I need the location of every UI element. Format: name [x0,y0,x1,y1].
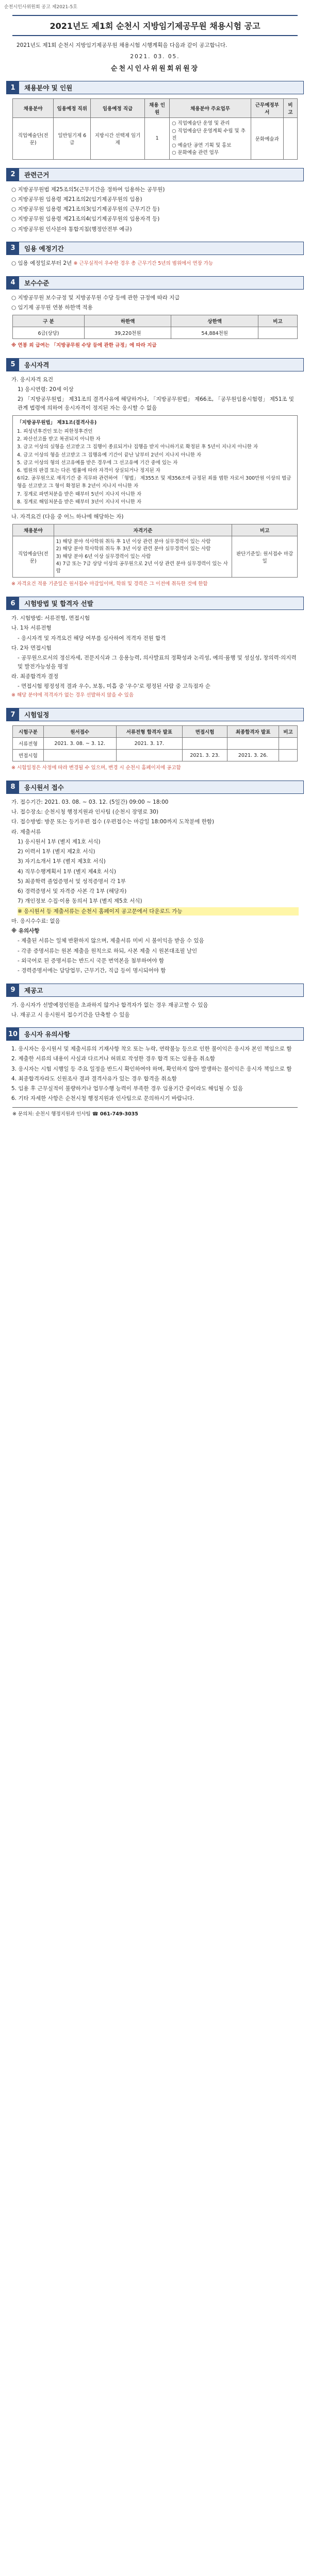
notice-number: 순천시인사위원회 공고 제2021-5호 [4,5,77,10]
notice-item: 2. 제출한 서류의 내용이 사실과 다르거나 허위로 작성한 경우 합격 또는 임용을 취소함 [11,1056,215,1062]
table-header: 최종합격자 발표 [227,726,279,738]
document-item: 5) 최종학력 졸업증명서 및 성적증명서 각 1부 [18,878,126,885]
list-item: ○ 지방공무원 임용령 제21조의4(임기제공무원의 임용자격 등) [11,216,160,223]
table-cell: 판단기준일: 원서접수 마감일 [232,536,298,578]
pay-table [12,315,298,339]
recruit-table [12,98,298,159]
qual-item: 1) 응시연령: 20세 이상 [18,386,74,393]
table-row [13,738,298,750]
table-header: 원서접수 [43,726,116,738]
period-text [11,259,299,268]
box-title: 「지방공무원법」 제31조(결격사유) [17,419,97,426]
application-item: 다. 접수방법: 방문 또는 등기우편 접수 (우편접수는 마감일 18:00까지 도착분에 한함) [11,819,215,825]
table-cell [183,738,227,750]
table-header: 채용분야 [13,99,54,118]
method-item: 가. 시험방법: 서류전형, 면접시험 [11,615,90,622]
table-row [13,536,298,578]
table-cell: ○ 직업예술단 운영 및 관리 ○ 직업예술단 운영계획 수립 및 추진 ○ 예술단 공연 기획 및 홍보 ○ 문화예술 관련 업무 [170,118,251,159]
caution-title: ※ 유의사항 [11,928,40,935]
table-cell [279,738,298,750]
table-row [13,118,298,159]
table-cell: 1 [144,118,169,159]
document-item: 3) 자기소개서 1부 (별지 제3호 서식) [18,858,106,865]
caution-item: - 외국어로 된 증명서류는 반드시 국문 번역본을 첨부하여야 함 [18,957,165,964]
document-item: 2) 이력서 1부 (별지 제2호 서식) [18,849,95,855]
table-header: 비고 [283,99,297,118]
box-line: 8. 징계로 해임처분을 받은 때부터 3년이 지나지 아니한 자 [17,499,142,505]
method-note: ※ 해당 분야에 적격자가 없는 경우 선발하지 않을 수 있음 [11,692,134,699]
schedule-table [12,725,298,761]
document-item: 4) 직무수행계획서 1부 (별지 제4호 서식) [18,868,117,875]
application-item: 가. 접수기간: 2021. 03. 08. ~ 03. 12. (5일간) 09:00 ~ 18:00 [11,799,169,805]
section-title: 시험방법 및 합격자 선발 [19,597,303,609]
application-item: 마. 응시수수료: 없음 [11,918,60,924]
qual-item: 나. 자격요건 (다음 중 어느 하나에 해당하는 자) [11,513,124,520]
document-item: 7) 개인정보 수집·이용 동의서 1부 (별지 제5호 서식) [18,898,142,905]
table-header: 자격기준 [54,524,232,536]
table-cell: 2021. 3. 17. [116,738,183,750]
notice-item: 1. 응시자는 응시원서 및 제출서류의 기재사항 착오 또는 누락, 연락불능 등으로 인한 불이익은 응시자 본인 책임으로 함 [11,1046,292,1053]
table-cell: 2021. 3. 23. [183,750,227,761]
section-title: 관련근거 [19,168,303,181]
notice-item: 6. 기타 자세한 사항은 순천시청 행정지원과 인사팀으로 문의하시기 바랍니다. [11,1095,194,1102]
table-cell: 1) 해당 분야 석사학위 취득 후 1년 이상 관련 분야 실무경력이 있는 사람 2) 해당 분야 학사학위 취득 후 3년 이상 관련 분야 실무경력이 있는 사람 3) 해당 분야 6년 이상 실무경력이 있는 사람 4) 7급 또는 7급 상당 이상의 공무원으로 2년 이상 관련 분야 실무경력이 있는 사람 [54,536,232,578]
table-header: 채용 인원 [144,99,169,118]
repost-item: 가. 응시자가 선발예정인원을 초과하지 않거나 합격자가 없는 경우 재공고할 수 있음 [11,1002,208,1008]
page-title: 2021년도 제1회 순천시 지방임기제공무원 채용시험 공고 [12,15,298,36]
box-line: 3. 금고 이상의 실형을 선고받고 그 집행이 종료되거나 집행을 받지 아니하기로 확정된 후 5년이 지나지 아니한 자 [17,444,258,450]
table-cell: 39,220천원 [84,327,171,339]
section-header-7 [6,708,304,721]
document-item: 1) 응시원서 1부 (별지 제1호 서식) [18,838,101,845]
box-line: 4. 금고 이상의 형을 선고받고 그 집행유예 기간이 끝난 날부터 2년이 지나지 아니한 자 [17,452,202,458]
section-number: 4 [7,277,19,289]
list-item: ○ 지방공무원 인사분야 통합지침(행정안전부 예규) [11,226,132,232]
table-cell [279,750,298,761]
list-item: ○ 임기제 공무원 연봉 하한액 적용 [11,304,93,311]
table-cell: 6급(상당) [13,327,85,339]
section-title: 응시자 유의사항 [19,1028,303,1040]
table-cell [227,738,279,750]
section-title: 제공고 [19,984,303,996]
table-cell: 지방시간 선택제 임기제 [91,118,145,159]
table-cell: 일반임기제 6급 [54,118,91,159]
section-number: 5 [7,359,19,371]
qual-table [12,524,298,578]
list-item: ○ 지방공무원 보수규정 및 지방공무원 수당 등에 관한 규정에 따라 지급 [11,294,180,301]
document-item: 6) 경력증명서 및 자격증 사본 각 1부 (해당자) [18,888,127,895]
section-header-3 [6,242,304,255]
table-cell: 직업예술단(전문) [13,118,54,159]
section-header-1 [6,81,304,94]
method-item: 나. 1차 서류전형 [11,625,52,632]
section-number: 7 [7,708,19,721]
table-header: 비고 [279,726,298,738]
notice-date: 2021. 03. 05. [130,54,180,60]
list-item: ○ 지방공무원 임용령 제21조의3(임기제공무원의 근무기간 등) [11,206,160,213]
section-header-9 [6,984,304,997]
table-header: 근무예정부서 [251,99,283,118]
table-header: 채용분야 [13,524,54,536]
section-number: 2 [7,168,19,181]
table-cell [116,750,183,761]
caution-item: - 제출된 서류는 일체 반환하지 않으며, 제출서류 미비 시 불이익을 받을 수 있음 [18,938,204,944]
period-note: ※ 근무실적이 우수한 경우 총 근무기간 5년의 범위에서 연장 가능 [73,260,214,266]
section-header-5 [6,358,304,371]
method-item: 다. 2차 면접시험 [11,645,52,651]
table-cell: 문화예술과 [251,118,283,159]
method-item: - 응시자격 및 자격요건 해당 여부를 심사하여 적격자 전원 합격 [18,635,166,641]
table-header: 시험구분 [13,726,44,738]
list-item: ○ 지방공무원 임용령 제21조의2(임기제공무원의 임용) [11,196,142,202]
section-title: 응시자격 [19,359,303,371]
section-number: 6 [7,597,19,609]
box-line: 6. 법원의 판결 또는 다른 법률에 따라 자격이 상실되거나 정지된 자 [17,468,160,473]
section-header-8 [6,781,304,794]
table-header: 채용분야 주요업무 [170,99,251,118]
qual-item: 2) 「지방공무원법」 제31조의 결격사유에 해당하거나, 「지방공무원법」 제66조, 「공무원임용시험령」 제51조 및 관계 법령에 의하여 응시자격이 정지된 자는 응시할 수 없음 [18,396,295,411]
notice-item: 3. 응시자는 시험 시행일 등 주요 일정을 반드시 확인하여야 하며, 확인하지 않아 발생하는 불이익은 응시자 책임으로 함 [11,1065,292,1072]
table-header: 서류전형 합격자 발표 [116,726,183,738]
table-cell: 2021. 3. 08. ~ 3. 12. [43,738,116,750]
list-item: ○ 지방공무원법 제25조의5(근무기간을 정하여 임용하는 공무원) [11,186,165,193]
box-line: 5. 금고 이상의 형의 선고유예를 받은 경우에 그 선고유예 기간 중에 있는 자 [17,460,178,466]
section-header-4 [6,276,304,290]
caution-item: - 각종 증명서류는 원본 제출을 원칙으로 하되, 사본 제출 시 원본대조필 날인 [18,947,198,954]
notice-item: 4. 최종합격자라도 신원조사 결과 결격사유가 있는 경우 합격을 취소함 [11,1075,177,1082]
table-cell [283,118,297,159]
method-item: - 공무원으로서의 정신자세, 전문지식과 그 응용능력, 의사발표의 정확성과 논리성, 예의·품행 및 성실성, 창의력·의지력 및 발전가능성을 평정 [18,655,297,670]
table-cell: 면접시험 [13,750,44,761]
table-header: 상한액 [171,315,258,327]
table-row [13,750,298,761]
repost-item: 나. 재공고 시 응시원서 접수기간을 단축할 수 있음 [11,1011,130,1018]
contact-label: ※ 문의처: 순천시 행정지원과 인사팀 [12,1111,91,1117]
table-header: 임용예정 직급 [91,99,145,118]
application-item: 나. 접수장소: 순천시청 행정지원과 인사팀 (순천시 장명로 30) [11,809,159,815]
box-line: 7. 징계로 파면처분을 받은 때부터 5년이 지나지 아니한 자 [17,491,142,497]
download-note: ※ 응시원서 등 제출서류는 순천시 홈페이지 공고문에서 다운로드 가능 [18,907,299,916]
section-number: 8 [7,781,19,793]
table-header: 비고 [258,315,297,327]
section-number: 10 [7,1028,19,1040]
disqualification-box [12,415,298,510]
table-header: 임용예정 직위 [54,99,91,118]
table-row [13,327,298,339]
section-header-2 [6,168,304,181]
section-number: 3 [7,242,19,255]
caution-item: - 경력증명서에는 담당업무, 근무기간, 직급 등이 명시되어야 함 [18,968,166,974]
contact-phone: ☎ 061-749-3035 [92,1111,138,1117]
signer: 순천시인사위원회위원장 [110,65,200,73]
section-header-10 [6,1027,304,1041]
section-header-6 [6,597,304,610]
section-title: 시험일정 [19,708,303,721]
qual-note: ※ 자격요건 적용 기준일은 원서접수 마감일이며, 학위 및 경력은 그 이전에 취득한 것에 한함 [11,581,208,587]
box-line: 6의2. 공무원으로 재직기간 중 직무와 관련하여 「형법」 제355조 및 제356조에 규정된 죄를 범한 자로서 300만원 이상의 벌금형을 선고받고 그 형이 확정된 후 2년이 지나지 아니한 자 [17,476,291,489]
section-number: 9 [7,984,19,996]
notice-item: 5. 임용 후 근무실적이 불량하거나 업무수행 능력이 부족한 경우 임용기간 중이라도 해임될 수 있음 [11,1086,243,1092]
table-cell [258,327,297,339]
table-header: 면접시험 [183,726,227,738]
table-cell: 54,884천원 [171,327,258,339]
table-cell: 직업예술단(전문) [13,536,54,578]
method-item: 라. 최종합격자 결정 [11,673,59,680]
application-item: 라. 제출서류 [11,828,41,835]
table-header: 비고 [232,524,298,536]
section-number: 1 [7,81,19,94]
schedule-note: ※ 시험일정은 사정에 따라 변경될 수 있으며, 변경 시 순천시 홈페이지에 공고함 [11,765,181,771]
box-line: 2. 파산선고를 받고 복권되지 아니한 자 [17,436,101,443]
intro-text: 2021년도 제1회 순천시 지방임기제공무원 채용시험 시행계획을 다음과 같이 공고합니다. [17,42,227,48]
table-header: 구 분 [13,315,85,327]
table-cell: 2021. 3. 26. [227,750,279,761]
section-title: 응시원서 접수 [19,781,303,793]
pay-note: ※ 연봉 외 급여는 「지방공무원 수당 등에 관한 규정」에 따라 지급 [11,343,157,349]
section-title: 채용분야 및 인원 [19,81,303,94]
box-line: 1. 피성년후견인 또는 피한정후견인 [17,429,93,435]
qual-item: 가. 응시자격 요건 [11,376,54,383]
period-value: ○ 임용 예정일로부터 2년 [11,260,72,266]
method-item: - 면접시험 평정성적 결과 우수, 보통, 미흡 중 '우수'로 평정된 사람 중 고득점자 순 [18,683,211,690]
section-title: 임용 예정기간 [19,242,303,255]
table-cell: 서류전형 [13,738,44,750]
table-cell [43,750,116,761]
contact-info [12,1107,298,1117]
section-title: 보수수준 [19,277,303,289]
table-header: 하한액 [84,315,171,327]
